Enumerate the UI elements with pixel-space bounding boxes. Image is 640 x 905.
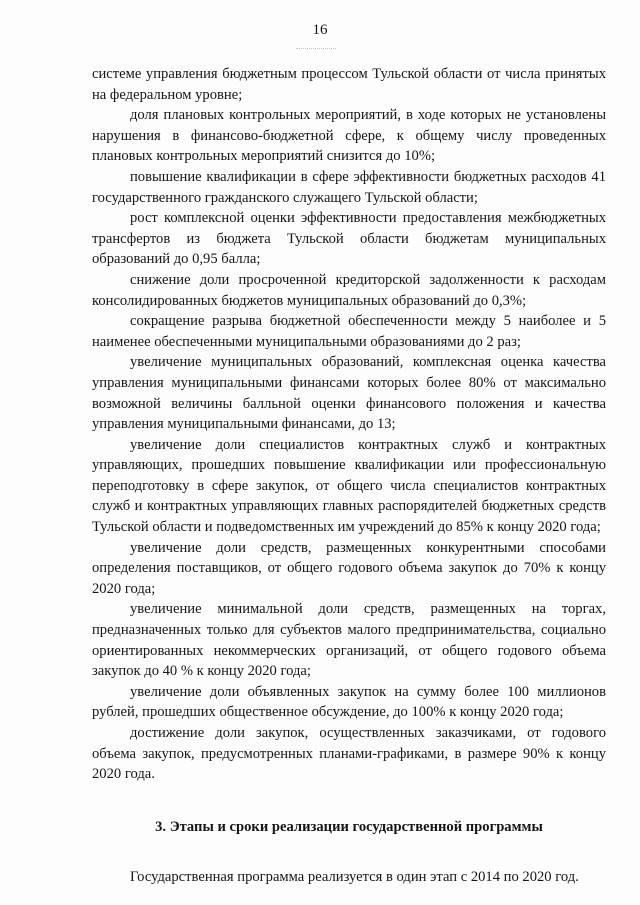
paragraph: увеличение доли объявленных закупок на сумму более 100 миллионов рублей, прошедших общественное обсуждение, до 100% к концу 2020 года; [92, 683, 606, 721]
paragraph: доля плановых контрольных мероприятий, в ходе которых не установлены нарушения в финансово-бюджетной сфере, к общему числу проведенных плановых контрольных мероприятий снизится до 10%; [92, 107, 606, 165]
paragraph: повышение квалификации в сфере эффективности бюджетных расходов 41 государственного гражданского служащего Тульской области; [92, 168, 606, 206]
paragraph: увеличение доли специалистов контрактных служб и контрактных управляющих, прошедших повышение квалификации или профессиональную переподготовку в сфере закупок, от общего числа специалистов контрактных служб и контрактных управляющих главных распорядителей бюджетных средств Тульской области и подведомственных им учреждений до 85% к концу 2020 года; [92, 436, 606, 536]
scan-artifact [296, 48, 336, 52]
paragraph: сокращение разрыва бюджетной обеспеченности между 5 наиболее и 5 наименее обеспеченными муниципальными образованиями до 2 раз; [92, 313, 606, 350]
page-number: 16 [312, 22, 328, 38]
section-heading: 3. Этапы и сроки реализации государственной программы [155, 818, 543, 835]
paragraph: достижение доли закупок, осуществленных заказчиками, от годового объема закупок, предусмотренных планами-графиками, в размере 90% к концу 2020 года. [92, 725, 606, 783]
paragraph: рост комплексной оценки эффективности предоставления межбюджетных трансфертов из бюджета Тульской области бюджетам муниципальных образований до 0,95 балла; [92, 210, 606, 268]
paragraph: системе управления бюджетным процессом Тульской области от числа принятых на федеральном уровне; [92, 66, 606, 103]
paragraph: увеличение минимальной доли средств, размещенных на торгах, предназначенных только для субъектов малого предпринимательства, социально ориентированных некоммерческих организаций, от общего годового объема закупок до 40 % к концу 2020 года; [92, 601, 606, 680]
document-body [92, 64, 606, 888]
paragraph: увеличение доли средств, размещенных конкурентными способами определения поставщиков, от общего годового объема закупок до 70% к концу 2020 года; [92, 539, 606, 597]
paragraph: увеличение муниципальных образований, комплексная оценка качества управления муниципальными финансами которых более 80% от максимально возможной величины балльной оценки финансового положения и качества управления муниципальными финансами, до 13; [92, 354, 606, 433]
paragraph: снижение доли просроченной кредиторской задолженности к расходам консолидированных бюджетов муниципальных образований до 0,3%; [92, 271, 606, 309]
section-paragraph: Государственная программа реализуется в один этап с 2014 по 2020 год. [130, 869, 579, 886]
